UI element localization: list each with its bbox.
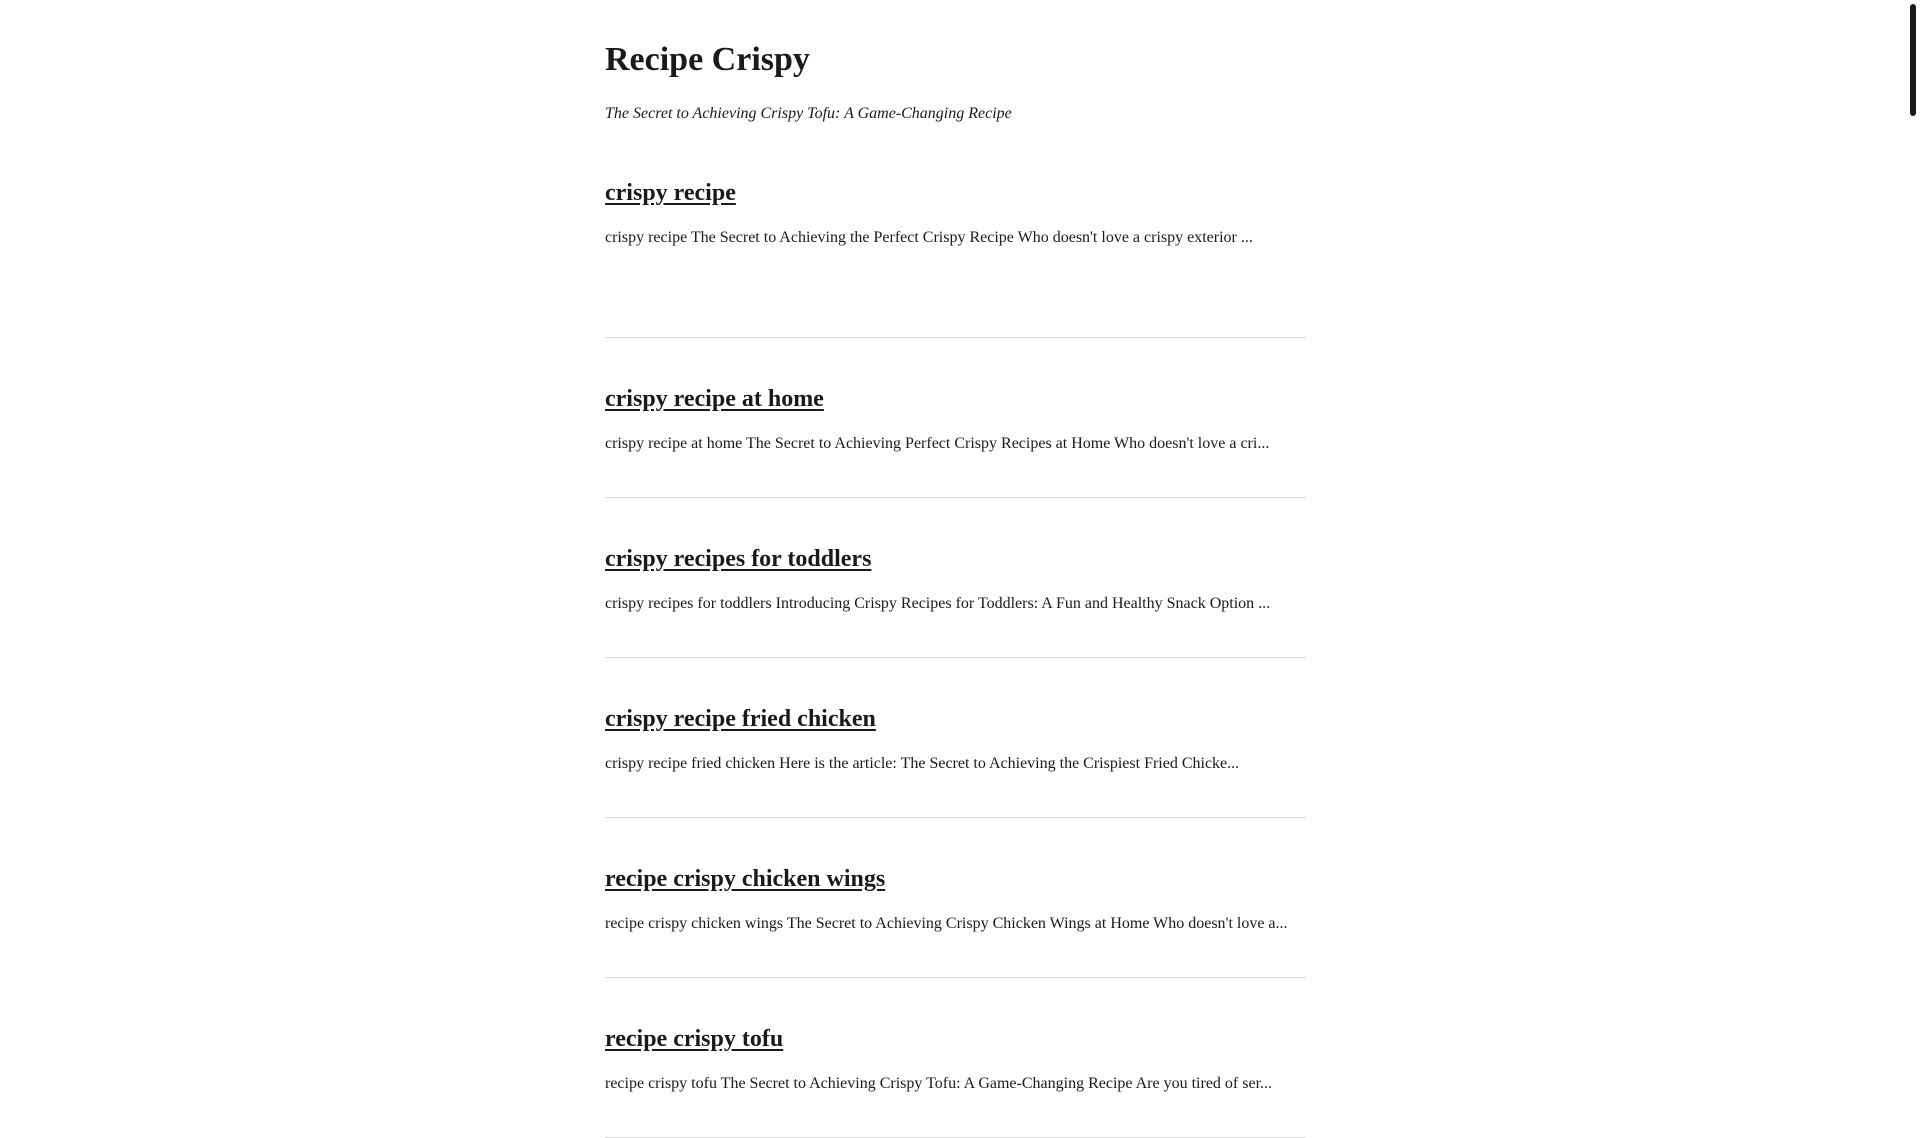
- post-title-link[interactable]: crispy recipe fried chicken: [605, 706, 876, 732]
- post-title-link[interactable]: crispy recipe at home: [605, 386, 824, 412]
- scrollbar-thumb[interactable]: [1910, 4, 1916, 116]
- post-excerpt: recipe crispy tofu The Secret to Achieving Crispy Tofu: A Game-Changing Recipe Are you tired of ser...: [605, 1075, 1273, 1092]
- post-item: [605, 178, 1306, 338]
- site-tagline: The Secret to Achieving Crispy Tofu: A Game-Changing Recipe: [605, 105, 1012, 122]
- post-title-link[interactable]: recipe crispy chicken wings: [605, 866, 886, 892]
- site-title[interactable]: Recipe Crispy: [605, 41, 810, 78]
- post-title-link[interactable]: crispy recipe: [605, 180, 736, 206]
- post-excerpt: crispy recipes for toddlers Introducing Crispy Recipes for Toddlers: A Fun and Healthy Snack Option ...: [605, 595, 1271, 612]
- post-excerpt: crispy recipe at home The Secret to Achieving Perfect Crispy Recipes at Home Who doesn't love a cri...: [605, 435, 1270, 452]
- post-excerpt: recipe crispy chicken wings The Secret to Achieving Crispy Chicken Wings at Home Who doesn't love a...: [605, 915, 1288, 932]
- post-item: [605, 978, 1306, 1138]
- vertical-scrollbar[interactable]: [1906, 0, 1920, 1080]
- post-item: [605, 658, 1306, 818]
- post-item: [605, 338, 1306, 498]
- post-excerpt: crispy recipe The Secret to Achieving the Perfect Crispy Recipe Who doesn't love a crispy exterior ...: [605, 229, 1253, 246]
- post-item: [605, 498, 1306, 658]
- main-content: [605, 0, 1306, 1138]
- post-title-link[interactable]: crispy recipes for toddlers: [605, 546, 872, 572]
- post-list: [605, 178, 1306, 1138]
- post-item: [605, 818, 1306, 978]
- post-title-link[interactable]: recipe crispy tofu: [605, 1026, 784, 1052]
- post-excerpt: crispy recipe fried chicken Here is the article: The Secret to Achieving the Crispiest Fried Chicke...: [605, 755, 1240, 772]
